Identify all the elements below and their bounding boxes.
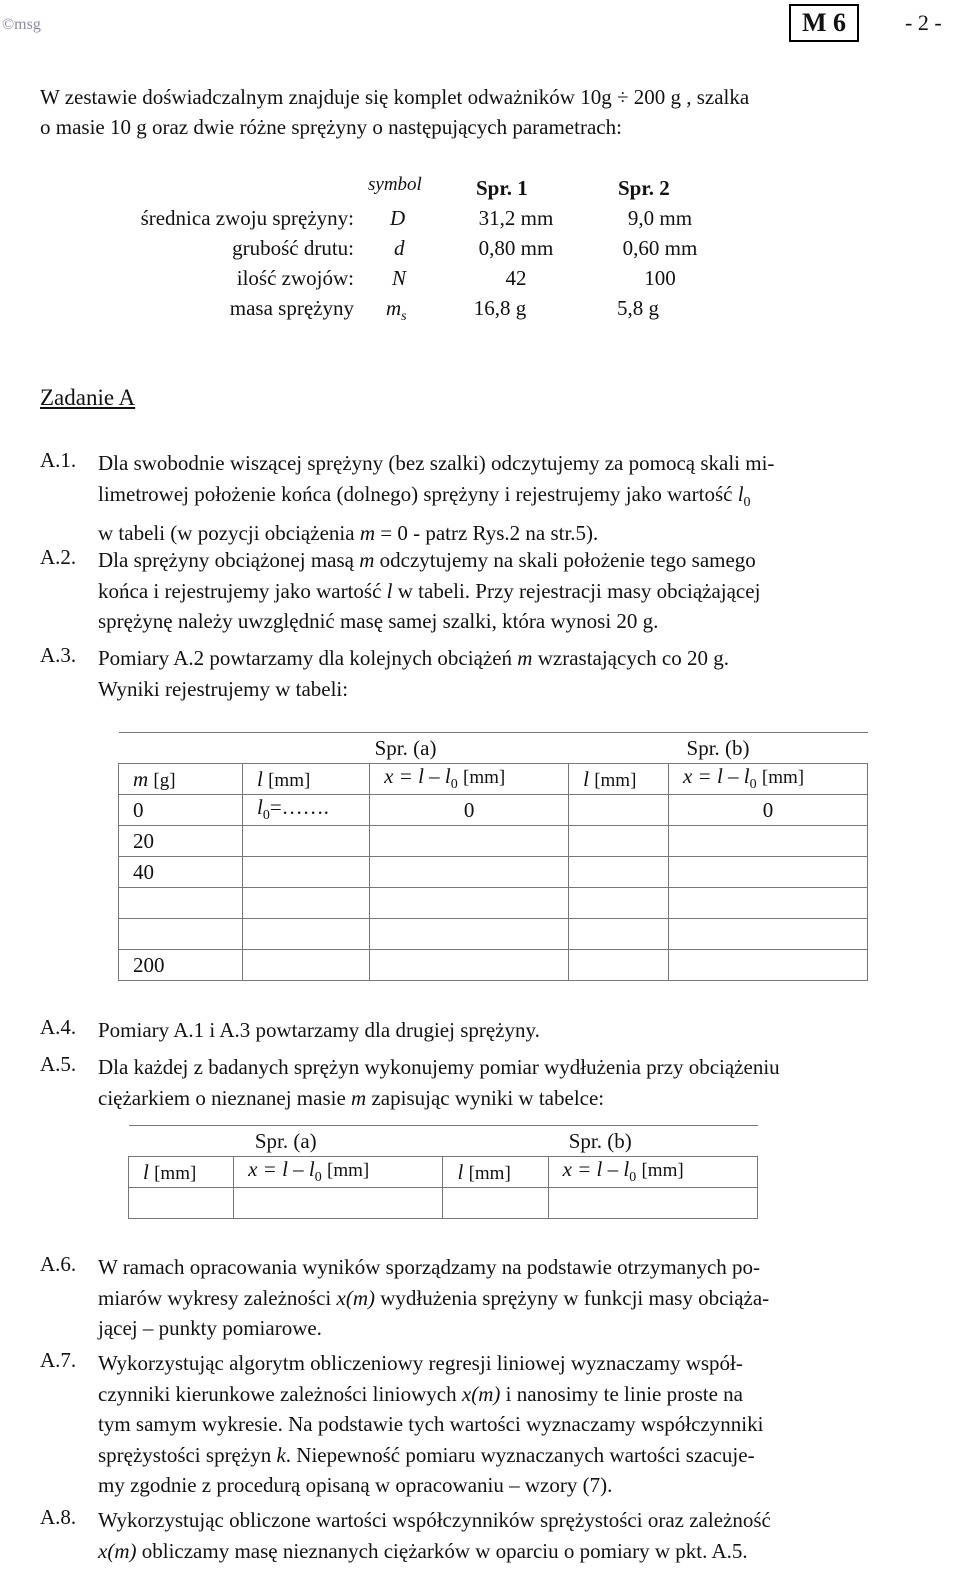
table2-spr-a: Spr. (a): [129, 1126, 443, 1157]
table-row: 20: [119, 826, 868, 857]
item-number-a1: A.1.: [40, 448, 77, 472]
table2-col-x-a: $x = l - l_0$ [mm]: [234, 1157, 443, 1188]
param-spr2: 5,8 g: [617, 296, 659, 320]
param-spr2: 9,0 mm: [627, 206, 693, 230]
param-spr1: 0,80 mm: [478, 236, 554, 260]
copyright-mark: ©msg: [2, 16, 41, 33]
intro-paragraph: [40, 82, 749, 142]
item-text-a5: Dla każdej z badanych sprężyn wykonujemy pomiar wydłużenia przy obciążeniu ciężarkiem o nieznanej masie m zapisując wyniki w tabelce:: [98, 1055, 780, 1110]
item-text-a8: Wykorzystując obliczone wartości współczynników sprężystości oraz zależność x(m) obliczamy masę nieznanych ciężarków w oparciu o pomiary w pkt. A.5.: [98, 1508, 771, 1563]
table2-col-x-b: $x = l - l_0$ [mm]: [548, 1157, 757, 1188]
item-number-a5: A.5.: [40, 1052, 77, 1076]
table1-col-l-a: l [mm]: [243, 764, 370, 795]
table1-spr-b: Spr. (b): [569, 733, 868, 764]
item-text-a1: Dla swobodnie wiszącej sprężyny (bez szalki) odczytujemy za pomocą skali mi- limetrowej położenie końca (dolnego) sprężyny i rejestrujemy jako wartość $l_0$ w tabeli (w pozycji obciążenia m = 0 - patrz Rys.2 na str.5).: [98, 451, 775, 546]
param-label: grubość drutu:: [232, 236, 354, 260]
section-heading: Zadanie A: [40, 385, 136, 410]
table-row: 40: [119, 857, 868, 888]
table1-col-l-b: l [mm]: [569, 764, 669, 795]
intro-line-1: W zestawie doświadczalnym znajduje się komplet odważników 10g ÷ 200 g , szalka: [40, 85, 750, 109]
page-number: - 2 -: [905, 10, 942, 35]
item-text-a3: Pomiary A.2 powtarzamy dla kolejnych obciążeń m wzrastających co 20 g. Wyniki rejestrujemy w tabeli:: [98, 646, 729, 701]
table2-col-l-a: l [mm]: [129, 1157, 234, 1188]
param-label: masa sprężyny: [229, 296, 354, 320]
item-number-a2: A.2.: [40, 545, 77, 569]
table1-col-x-a: $x = l - l_0$ [mm]: [370, 764, 569, 795]
item-number-a6: A.6.: [40, 1252, 77, 1276]
param-spr2: 100: [644, 266, 676, 290]
item-text-a2: Dla sprężyny obciążonej masą m odczytujemy na skali położenie tego samego końca i rejestrujemy jako wartość l w tabeli. Przy rejestracji masy obciążającej sprężynę należy uwzględnić masę samej szalki, która wynosi 20 g.: [98, 548, 761, 633]
table1-col-x-b: $x = l - l_0$ [mm]: [668, 764, 867, 795]
table-row: [119, 888, 868, 919]
measurement-table: [118, 732, 868, 981]
param-symbol: d: [394, 236, 405, 260]
item-number-a3: A.3.: [40, 643, 77, 667]
params-header-spr2: Spr. 2: [618, 176, 670, 200]
param-spr1: 16,8 g: [473, 296, 527, 320]
item-number-a4: A.4.: [40, 1015, 77, 1039]
param-spr1: 31,2 mm: [478, 206, 554, 230]
param-label: średnica zwoju sprężyny:: [140, 206, 354, 230]
document-code: M 6: [789, 4, 859, 42]
item-number-a8: A.8.: [40, 1505, 77, 1529]
item-number-a7: A.7.: [40, 1348, 77, 1372]
param-symbol: D: [390, 206, 406, 230]
item-text-a7: Wykorzystując algorytm obliczeniowy regresji liniowej wyznaczamy współ- czynniki kierunkowe zależności liniowych x(m) i nanosimy te linie proste na tym samym wykresie. Na podstawie tych wartości wyznaczamy współczynniki sprężystości sprężyn k. Niepewność pomiaru wyznaczanych wartości szacuje- my zgodnie z procedurą opisaną w opracowaniu – wzory (7).: [98, 1351, 764, 1497]
params-header-symbol: symbol: [368, 174, 422, 195]
table-row: [119, 919, 868, 950]
table-row: 200: [119, 950, 868, 981]
param-symbol: $m_s$: [386, 296, 407, 325]
param-spr1: 42: [505, 266, 527, 290]
param-spr2: 0,60 mm: [622, 236, 698, 260]
intro-line-2: o masie 10 g oraz dwie różne sprężyny o następujących parametrach:: [40, 115, 622, 139]
item-text-a4: Pomiary A.1 i A.3 powtarzamy dla drugiej sprężyny.: [98, 1018, 540, 1042]
table2-spr-b: Spr. (b): [443, 1126, 758, 1157]
item-text-a6: W ramach opracowania wyników sporządzamy na podstawie otrzymanych po- miarów wykresy zależności x(m) wydłużenia sprężyny w funkcji masy obciąża- jącej – punkty pomiarowe.: [98, 1255, 770, 1340]
param-label: ilość zwojów:: [236, 266, 354, 290]
params-header-spr1: Spr. 1: [476, 176, 528, 200]
table2-col-l-b: l [mm]: [443, 1157, 548, 1188]
table1-col-m: m [g]: [119, 764, 243, 795]
param-symbol: N: [392, 266, 407, 290]
table-row: [129, 1188, 758, 1219]
table1-spr-a: Spr. (a): [243, 733, 569, 764]
unknown-mass-table: [128, 1125, 758, 1219]
table-row: 0 $l_0=\dots\dots$. 0 0: [119, 795, 868, 826]
